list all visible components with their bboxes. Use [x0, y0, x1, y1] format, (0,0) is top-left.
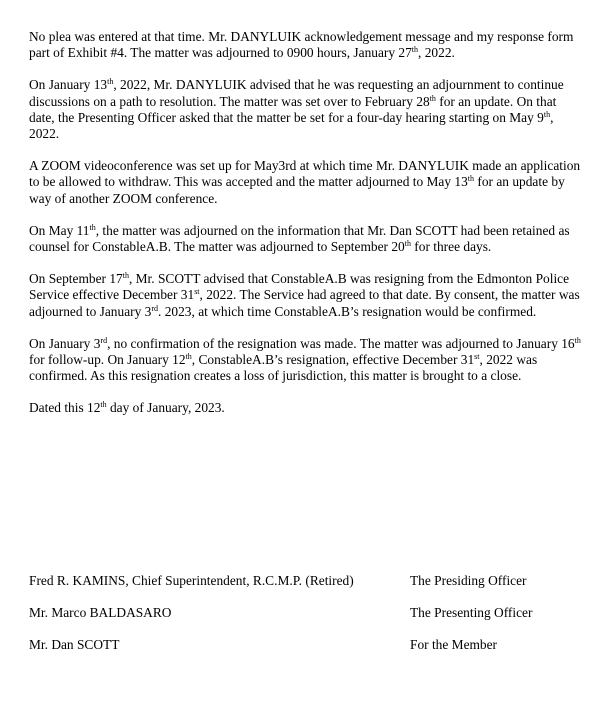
- paragraph-september-17: On September 17th, Mr. SCOTT advised that ConstableA.B was resigning from the Edmonton Police Service effective December 31st, 2022. The Service had agreed to that date. By consent, the matter was adjourned to January 3rd. 2023, at which time ConstableA.B’s resignation would be confirmed.: [29, 271, 580, 319]
- signature-name: Mr. Marco BALDASARO: [29, 605, 172, 620]
- signature-role: The Presenting Officer: [410, 605, 533, 620]
- paragraph-dated: Dated this 12th day of January, 2023.: [29, 400, 225, 416]
- signature-row-presenting-officer: [29, 605, 585, 623]
- paragraph-zoom-conference: A ZOOM videoconference was set up for May3rd at which time Mr. DANYLUIK made an application to be allowed to withdraw. This was accepted and the matter adjourned to May 13th for an update by way of another ZOOM conference.: [29, 158, 581, 206]
- signature-name: Mr. Dan SCOTT: [29, 637, 120, 652]
- document-body: [29, 29, 585, 433]
- paragraph-january-13: On January 13th, 2022, Mr. DANYLUIK advised that he was requesting an adjournment to continue discussions on a path to resolution. The matter was set over to February 28th for an update. On that date, the Presenting Officer asked that the matter be set for a four-day hearing starting on May 9th, 2022.: [29, 77, 564, 142]
- signature-name: Fred R. KAMINS, Chief Superintendent, R.C.M.P. (Retired): [29, 573, 354, 588]
- paragraph-may-11: On May 11th, the matter was adjourned on the information that Mr. Dan SCOTT had been retained as counsel for ConstableA.B. The matter was adjourned to September 20th for three days.: [29, 222, 570, 255]
- signature-row-presiding-officer: [29, 573, 585, 591]
- signature-row-member-counsel: [29, 637, 585, 655]
- paragraph-january-3: On January 3rd, no confirmation of the resignation was made. The matter was adjourned to January 16th for follow-up. On January 12th, ConstableA.B’s resignation, effective December 31st, 2022 was confirmed. As this resignation creates a loss of jurisdiction, this matter is brought to a close.: [29, 335, 581, 384]
- signature-role: The Presiding Officer: [410, 573, 527, 588]
- signature-role: For the Member: [410, 637, 498, 652]
- paragraph-plea: No plea was entered at that time. Mr. DANYLUIK acknowledgement message and my response form part of Exhibit #4. The matter was adjourned to 0900 hours, January 27th, 2022.: [29, 29, 574, 61]
